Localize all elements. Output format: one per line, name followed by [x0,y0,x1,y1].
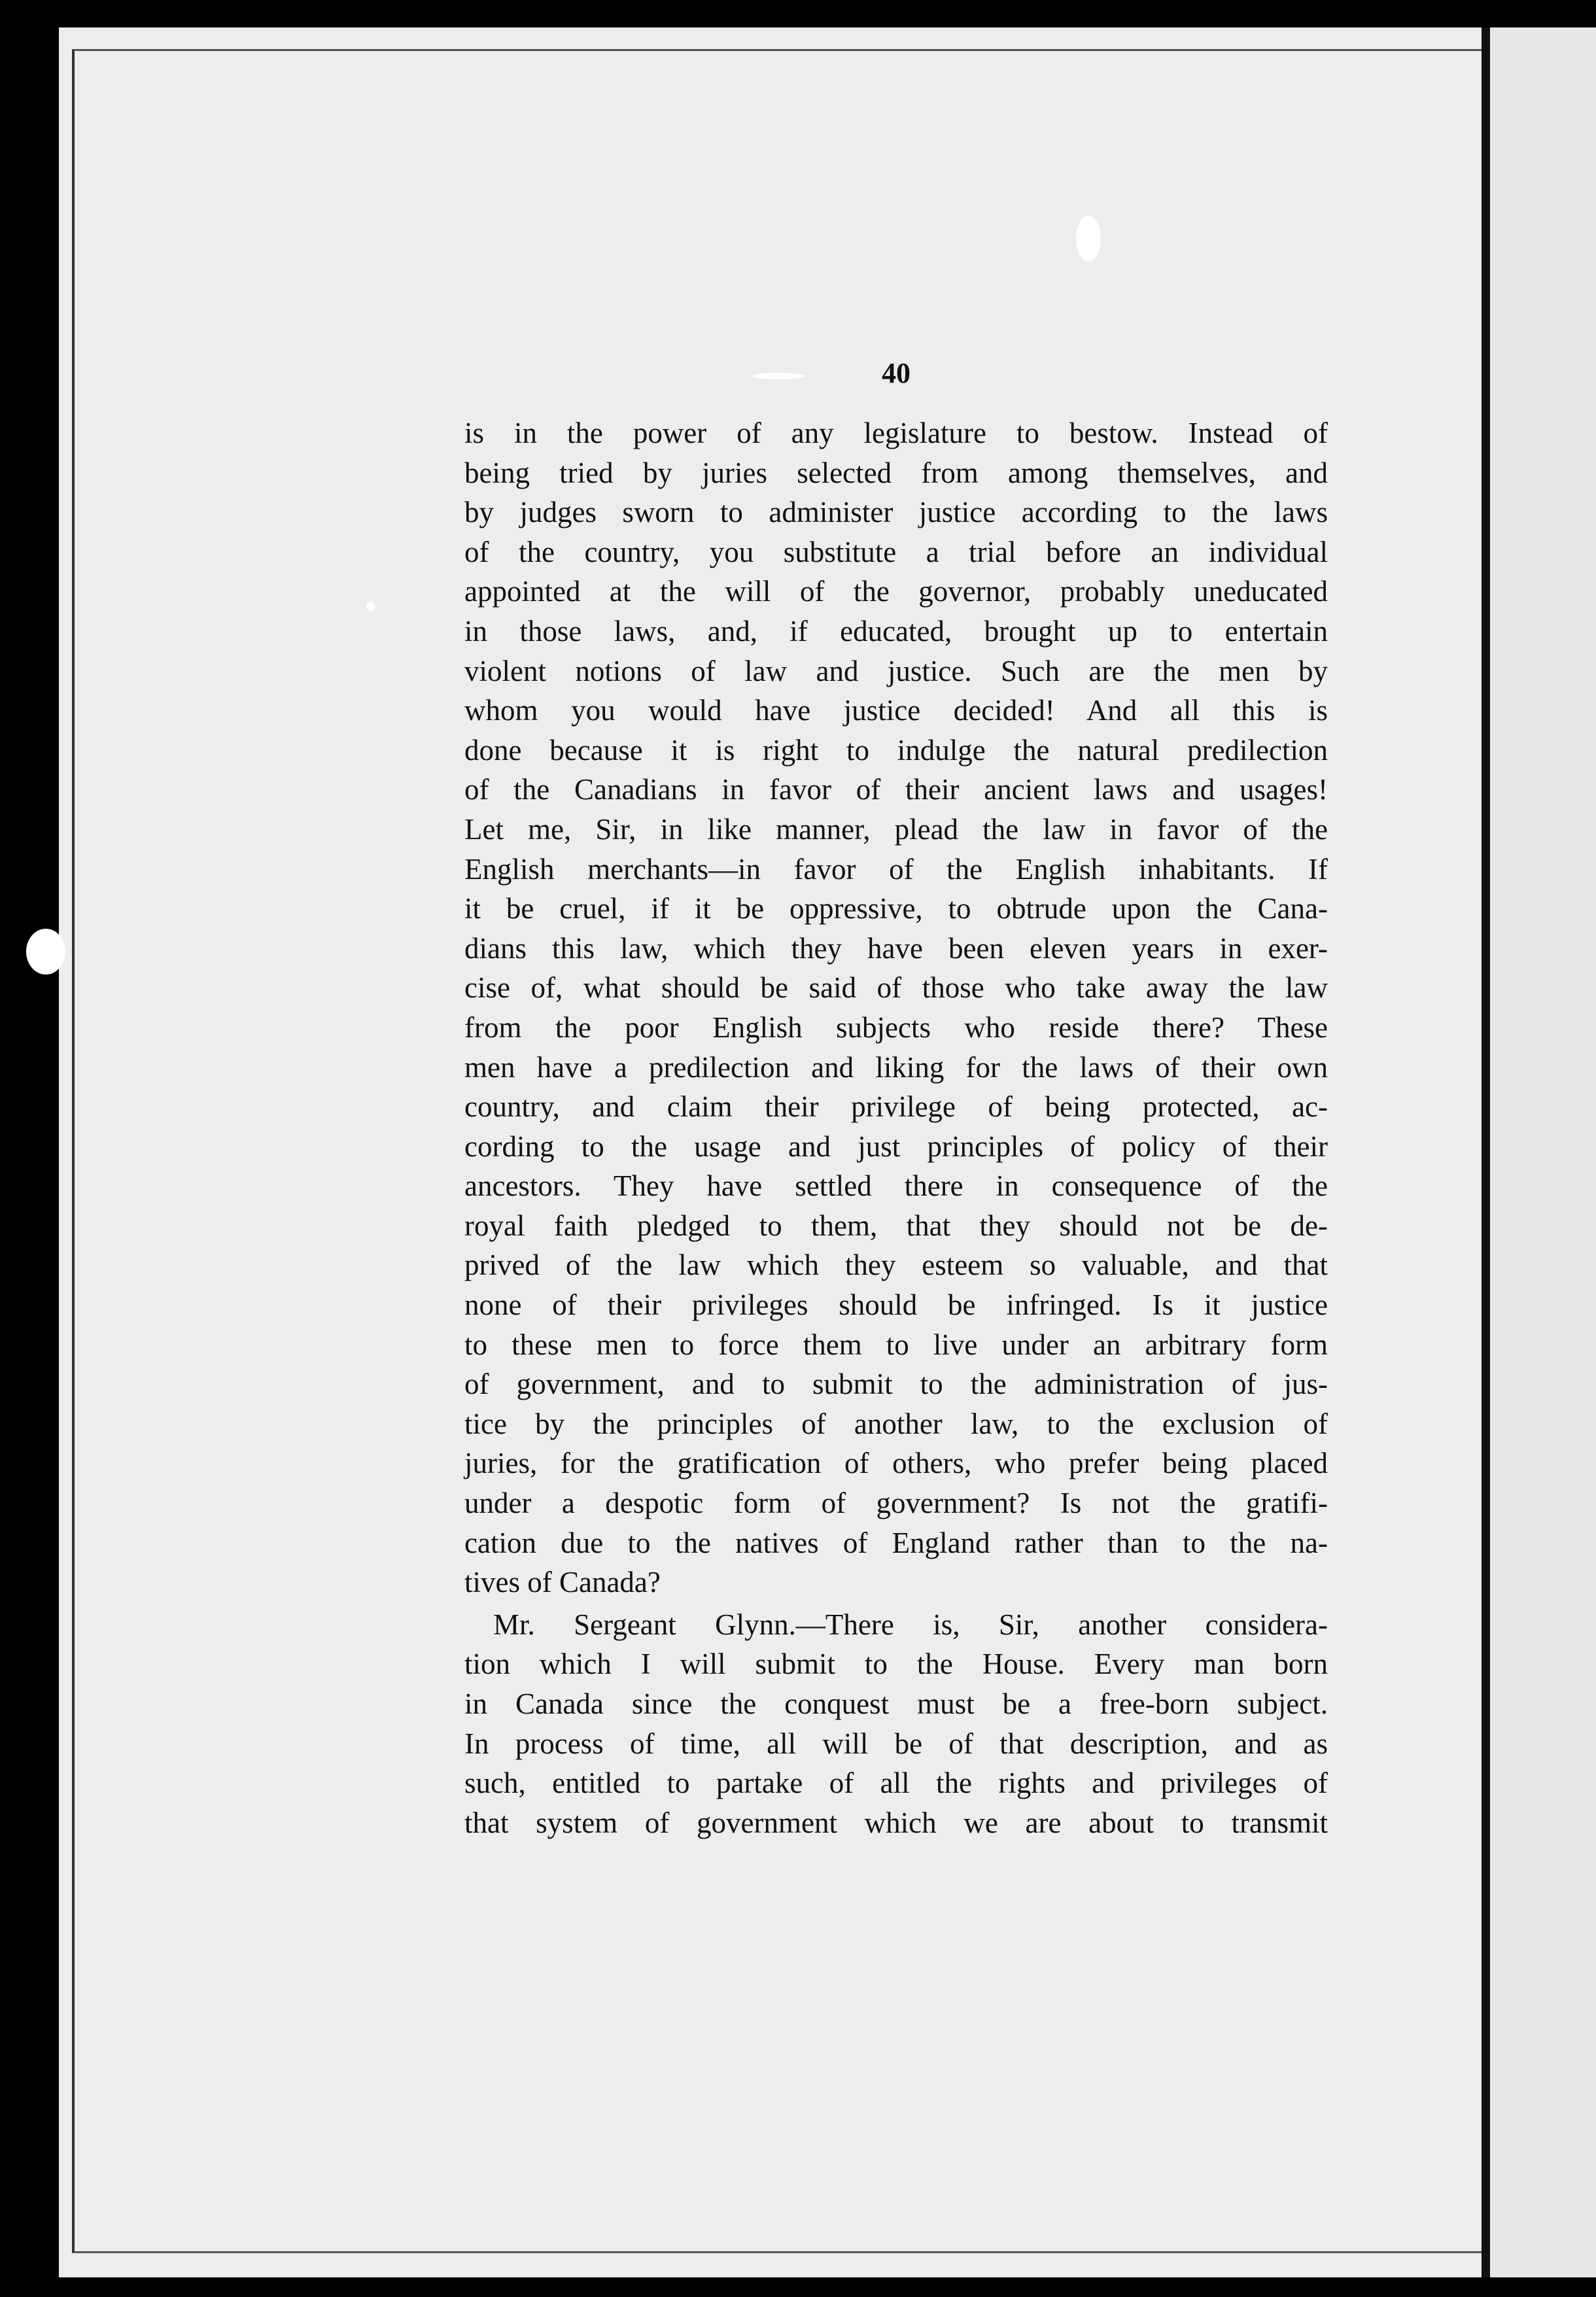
text-line: tives of Canada? [464,1566,661,1599]
text-line: juries, for the gratification of others, who prefer being placed [464,1447,1328,1480]
scan-speck [752,373,805,379]
text-line: is in the power of any legislature to bestow. Instead of [464,417,1328,449]
text-line: it be cruel, if it be oppressive, to obtrude upon the Cana- [464,892,1328,925]
text-line: appointed at the will of the governor, probably uneducated [464,575,1328,608]
text-line: in those laws, and, if educated, brought up to entertain [464,614,1328,648]
text-line: Mr. Sergeant Glynn.—There is, Sir, another considera- [493,1608,1328,1641]
text-line: done because it is right to indulge the natural predilection [464,733,1328,767]
text-line: English merchants—in favor of the English inhabitants. If [464,852,1328,886]
text-line: men have a predilection and liking for the laws of their own [464,1050,1328,1084]
text-line: cording to the usage and just principles of policy of their [464,1130,1328,1163]
text-line: from the poor English subjects who reside there? These [464,1010,1328,1044]
body-text [464,413,1328,1842]
text-line: of the Canadians in favor of their ancient laws and usages! [464,773,1328,806]
paragraph-2 [464,1605,1328,1843]
text-line: by judges sworn to administer justice according to the laws [464,496,1328,529]
text-line: cise of, what should be said of those who take away the law [464,971,1328,1005]
text-line: Let me, Sir, in like manner, plead the law in favor of the [464,812,1328,846]
text-line: prived of the law which they esteem so valuable, and that [464,1249,1328,1282]
text-line: of government, and to submit to the administration of jus- [464,1368,1328,1401]
text-line: none of their privileges should be infringed. Is it justice [464,1288,1328,1322]
text-line: tion which I will submit to the House. Every man born [464,1648,1328,1681]
text-line: royal faith pledged to them, that they should not be de- [464,1209,1328,1242]
text-line: under a despotic form of government? Is not the gratifi- [464,1487,1328,1520]
scan-speck [366,602,375,611]
page-number: 40 [882,357,911,389]
text-line: of the country, you substitute a trial before an individual [464,535,1328,568]
text-line: dians this law, which they have been eleven years in exer- [464,931,1328,965]
text-line: being tried by juries selected from among themselves, and [464,456,1328,489]
text-line: that system of government which we are about to transmit [464,1806,1328,1839]
text-line: whom you would have justice decided! And all this is [464,694,1328,727]
text-line: country, and claim their privilege of being protected, ac- [464,1090,1328,1124]
page-gutter [1482,27,1491,2277]
text-line: In process of time, all will be of that description, and as [464,1727,1328,1760]
text-line: violent notions of law and justice. Such are the men by [464,654,1328,687]
text-line: to these men to force them to live under an arbitrary form [464,1328,1328,1361]
text-line: ancestors. They have settled there in consequence of the [464,1169,1328,1203]
adjacent-page-edge [1490,27,1596,2277]
text-line: cation due to the natives of England rather than to the na- [464,1526,1328,1559]
paragraph-1 [464,413,1328,1602]
scan-speck [1076,216,1101,262]
text-line: such, entitled to partake of all the rights and privileges of [464,1767,1328,1800]
text-line: tice by the principles of another law, to the exclusion of [464,1407,1328,1440]
text-line: in Canada since the conquest must be a free-born subject. [464,1687,1328,1720]
scan-speck [26,929,65,975]
